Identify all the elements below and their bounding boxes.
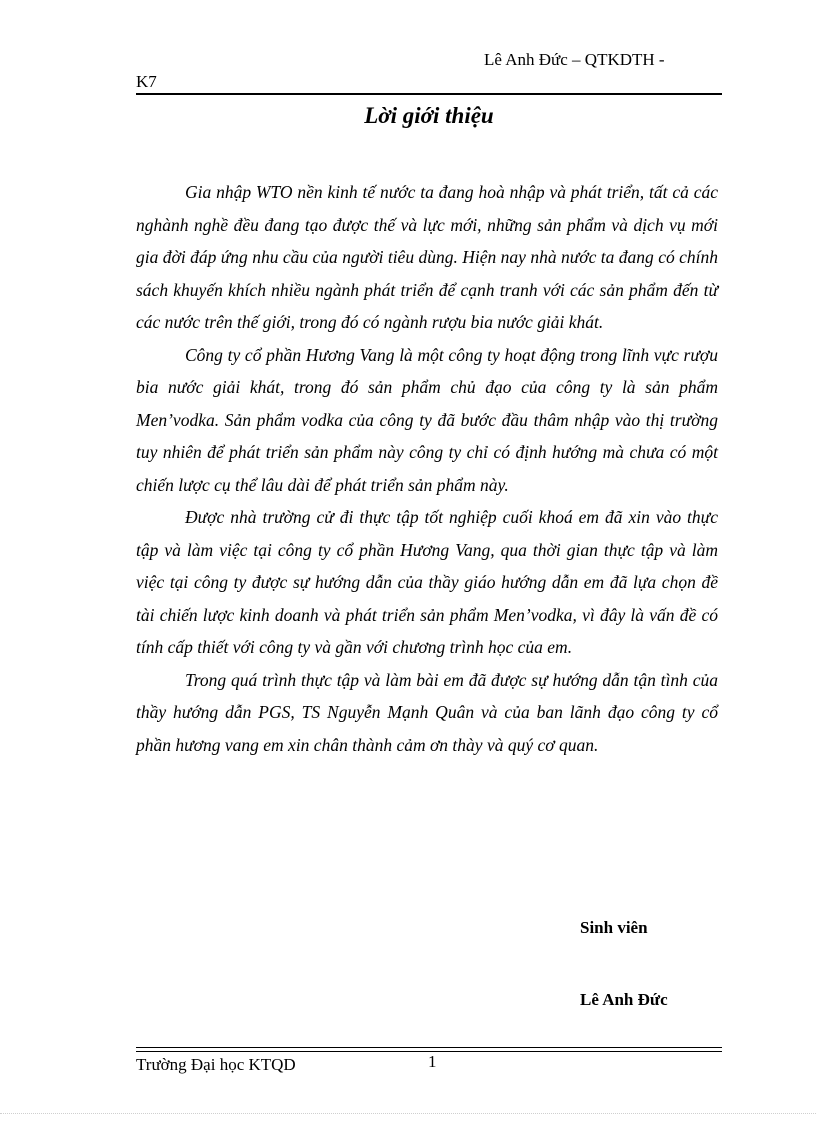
page-number: 1 bbox=[428, 1052, 437, 1071]
signature-role: Sinh viên bbox=[580, 918, 648, 937]
footer-school: Trường Đại học KTQD bbox=[136, 1055, 296, 1074]
header-divider bbox=[136, 93, 722, 95]
footer-divider-top bbox=[136, 1047, 722, 1048]
header-author: Lê Anh Đức – QTKDTH - bbox=[484, 50, 665, 69]
paragraph-1: Gia nhập WTO nền kinh tế nước ta đang hoà nhập và phát triển, tất cả các nghành nghề đều đang tạo được thế và lực mới, những sản phẩm và dịch vụ mới gia đời đáp ứng nhu cầu của người tiêu dùng. Hiện nay nhà nước ta đang có chính sách khuyến khích nhiều ngành phát triển để cạnh tranh với các sản phẩm đến từ các nước trên thế giới, trong đó có ngành rượu bia nước giải khát. bbox=[136, 182, 718, 332]
signature-name: Lê Anh Đức bbox=[580, 990, 668, 1009]
page-edge-divider bbox=[0, 1113, 816, 1114]
body-text bbox=[136, 176, 718, 761]
paragraph-3: Được nhà trường cử đi thực tập tốt nghiệp cuối khoá em đã xin vào thực tập và làm việc tại công ty cổ phần Hương Vang, qua thời gian thực tập và làm việc tại công ty được sự hướng dẫn của thầy giáo hướng dẫn em đã lựa chọn đề tài chiến lược kinh doanh và phát triển sản phẩm Men’vodka, vì đây là vấn đề có tính cấp thiết với công ty và gần với chương trình học của em. bbox=[136, 507, 718, 657]
paragraph-4: Trong quá trình thực tập và làm bài em đã được sự hướng dẫn tận tình của thầy hướng dẫn PGS, TS Nguyễn Mạnh Quân và của ban lãnh đạo công ty cổ phần hương vang em xin chân thành cảm ơn thày và quý cơ quan. bbox=[136, 669, 718, 755]
header-class: K7 bbox=[136, 72, 157, 91]
page-title: Lời giới thiệu bbox=[364, 103, 494, 128]
paragraph-2: Công ty cổ phần Hương Vang là một công ty hoạt động trong lĩnh vực rượu bia nước giải khát, trong đó sản phẩm chủ đạo của công ty là sản phẩm Men’vodka. Sản phẩm vodka của công ty đã bước đầu thâm nhập vào thị trường tuy nhiên để phát triển sản phẩm này công ty chỉ có định hướng mà chưa có một chiến lược cụ thể lâu dài để phát triển sản phẩm này. bbox=[136, 344, 718, 495]
